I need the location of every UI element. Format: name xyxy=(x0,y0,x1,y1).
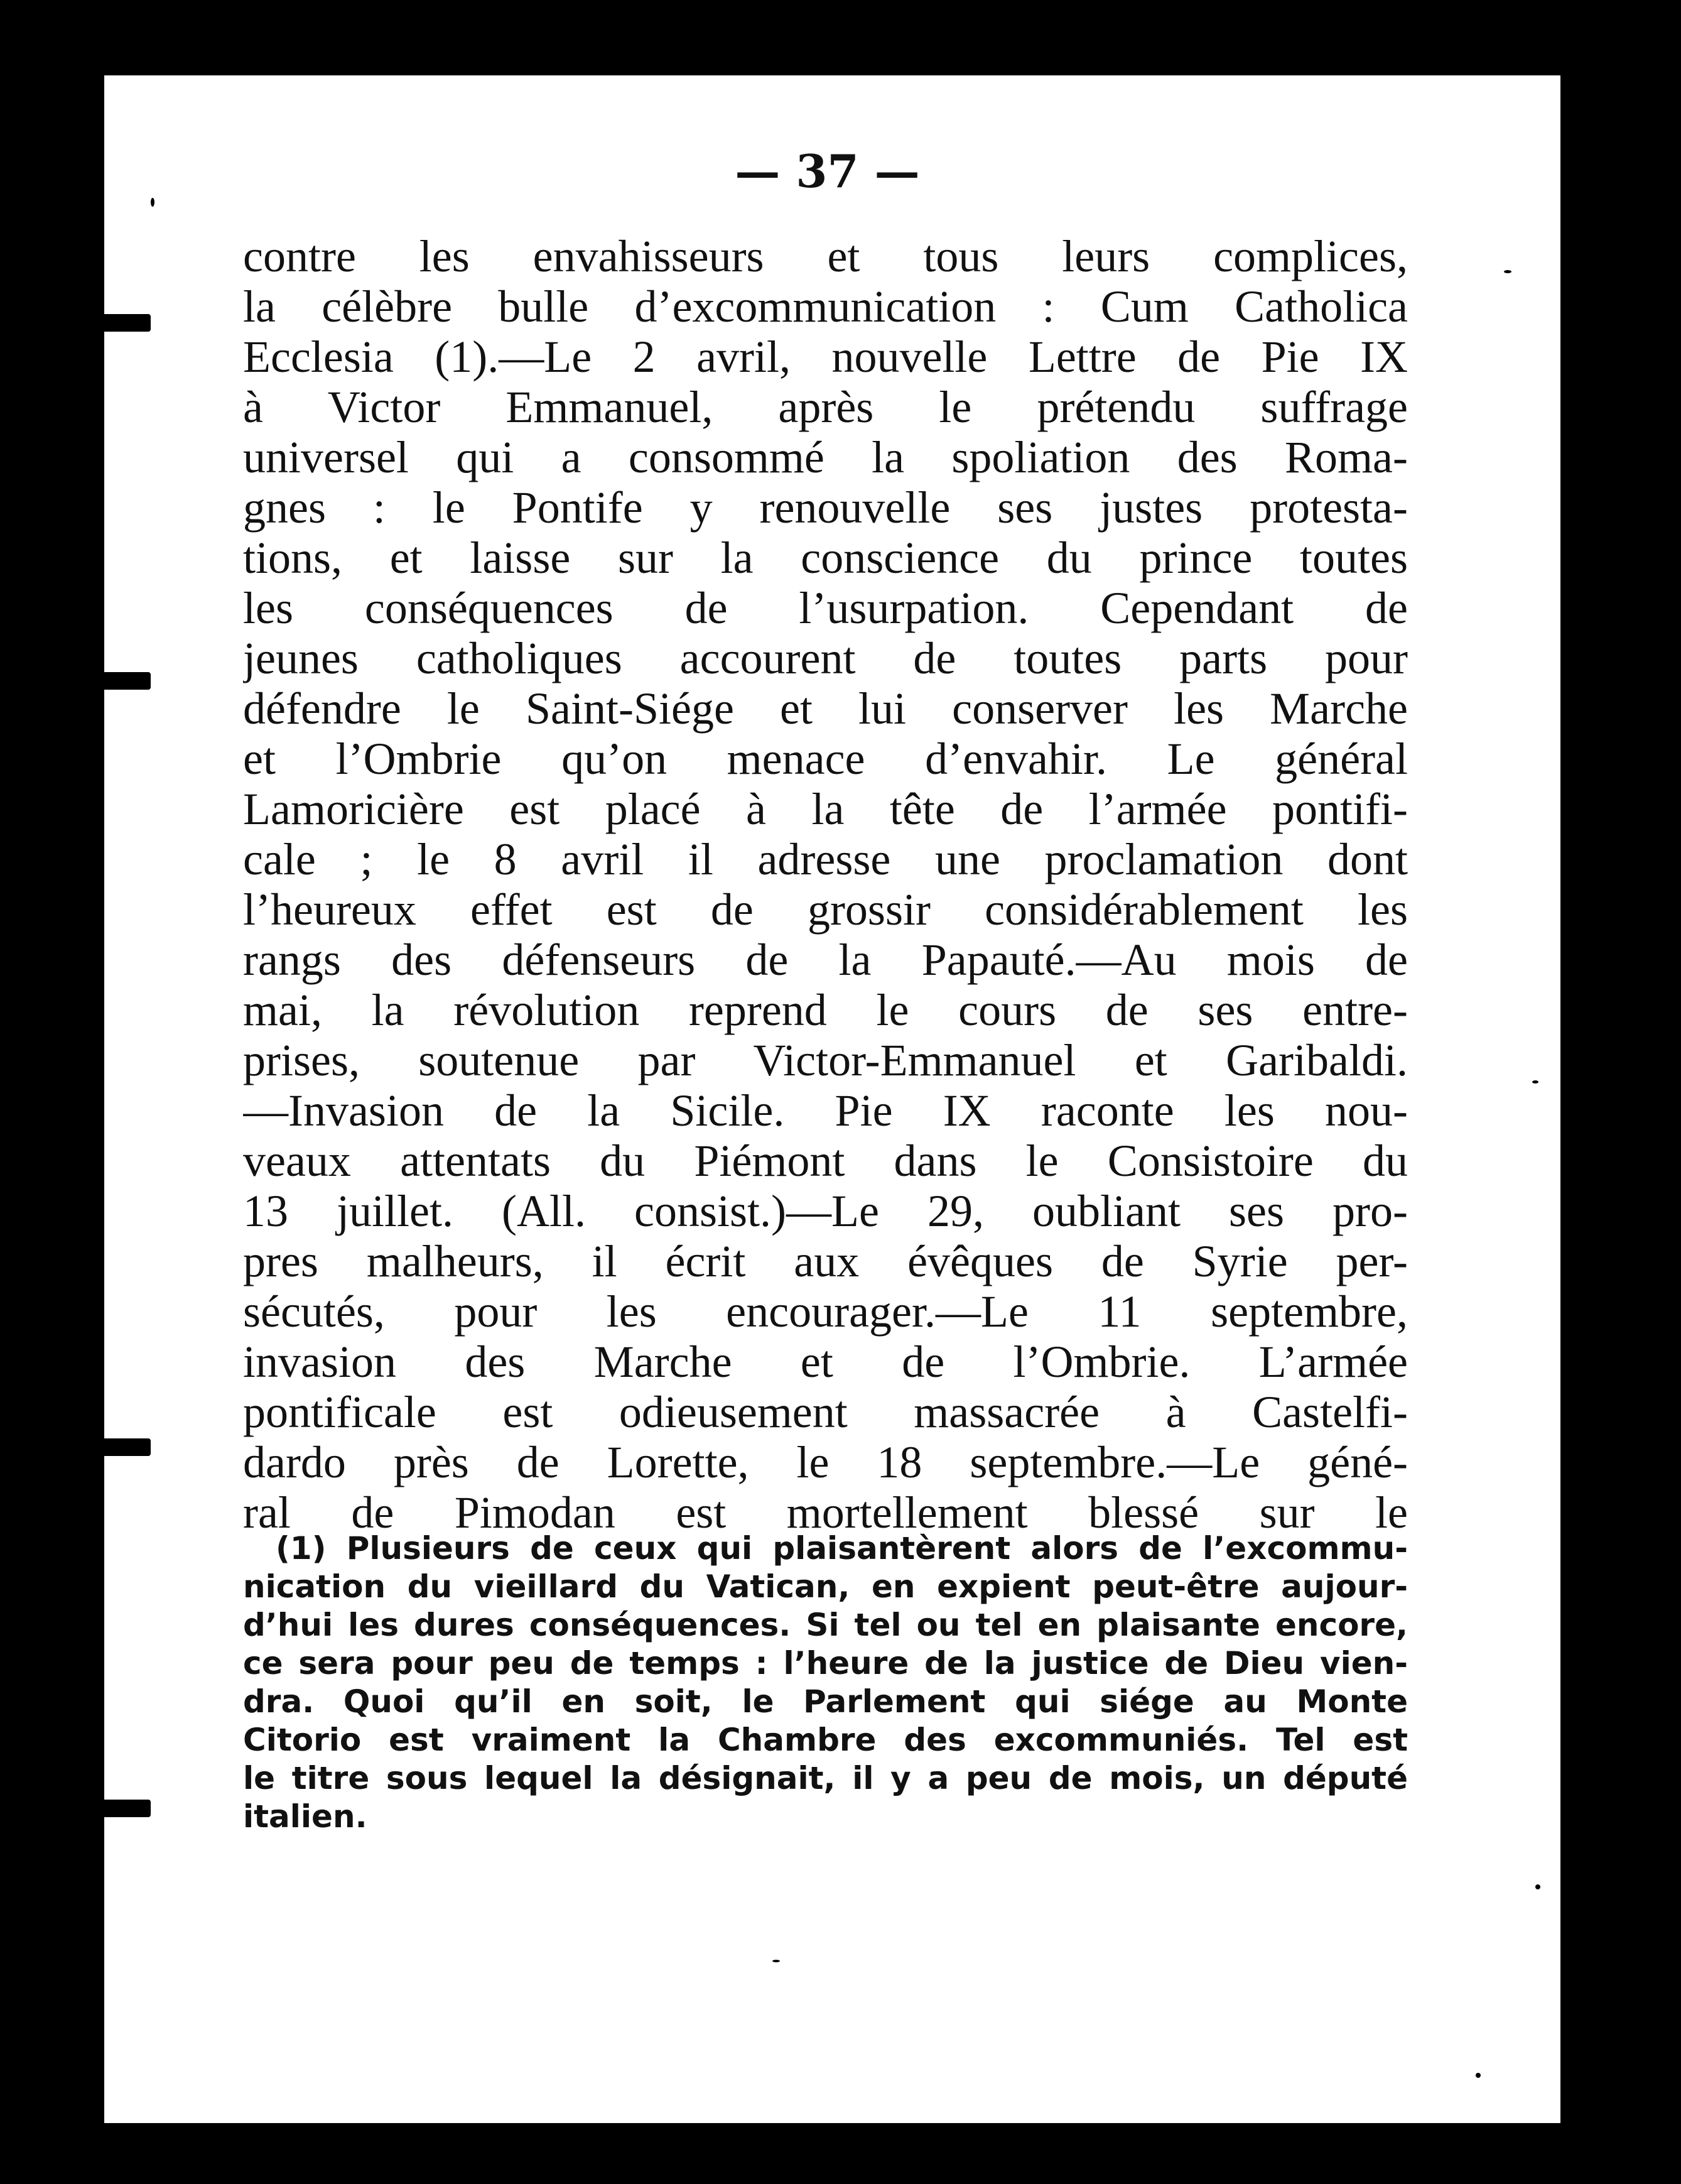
body-line: Lamoricière est placé à la tête de l’armée pontifi- xyxy=(243,784,1408,834)
body-line: prises, soutenue par Victor-Emmanuel et Garibaldi. xyxy=(243,1035,1408,1085)
footnote-line: le titre sous lequel la désignait, il y a peu de mois, un député xyxy=(243,1760,1408,1796)
body-line: sécutés, pour les encourager.—Le 11 septembre, xyxy=(243,1286,1408,1337)
body-line: la célèbre bulle d’excommunication : Cum Catholica xyxy=(243,281,1408,332)
body-line: invasion des Marche et de l’Ombrie. L’armée xyxy=(243,1337,1408,1387)
body-line: jeunes catholiques accourent de toutes parts pour xyxy=(243,633,1408,683)
print-speck xyxy=(151,198,154,207)
body-line: contre les envahisseurs et tous leurs complices, xyxy=(243,231,1408,281)
body-line: défendre le Saint-Siége et lui conserver les Marche xyxy=(243,683,1408,734)
body-line: Ecclesia (1).—Le 2 avril, nouvelle Lettre de Pie IX xyxy=(243,332,1408,382)
page-number: — 37 — xyxy=(735,144,920,198)
body-line: à Victor Emmanuel, après le prétendu suffrage xyxy=(243,382,1408,432)
body-line: pres malheurs, il écrit aux évêques de Syrie per- xyxy=(243,1236,1408,1286)
footnote-line: dra. Quoi qu’il en soit, le Parlement qui siége au Monte xyxy=(243,1683,1408,1720)
body-line: et l’Ombrie qu’on menace d’envahir. Le général xyxy=(243,734,1408,784)
body-line: pontificale est odieusement massacrée à Castelfi- xyxy=(243,1387,1408,1437)
body-line: veaux attentats du Piémont dans le Consistoire du xyxy=(243,1136,1408,1186)
body-line: cale ; le 8 avril il adresse une proclamation dont xyxy=(243,834,1408,884)
print-speck xyxy=(1532,1080,1538,1084)
body-line: tions, et laisse sur la conscience du prince toutes xyxy=(243,533,1408,583)
body-line: rangs des défenseurs de la Papauté.—Au mois de xyxy=(243,935,1408,985)
footnote-line: Citorio est vraiment la Chambre des excommuniés. Tel est xyxy=(243,1722,1408,1758)
binding-stitch xyxy=(57,1438,151,1456)
binding-stitch xyxy=(57,1800,151,1817)
footnote-line: ce sera pour peu de temps : l’heure de la justice de Dieu vien- xyxy=(243,1645,1408,1681)
footnote-line: (1) Plusieurs de ceux qui plaisantèrent alors de l’excommu- xyxy=(276,1530,1408,1567)
footnote xyxy=(243,1529,1408,1836)
body-line: —Invasion de la Sicile. Pie IX raconte les nou- xyxy=(243,1085,1408,1136)
footnote-line: d’hui les dures conséquences. Si tel ou tel en plaisante encore, xyxy=(243,1607,1408,1643)
body-line: universel qui a consommé la spoliation des Roma- xyxy=(243,432,1408,482)
book-page xyxy=(94,75,1560,2123)
body-line: les conséquences de l’usurpation. Cependant de xyxy=(243,583,1408,633)
print-speck xyxy=(1476,2073,1481,2078)
print-speck xyxy=(1535,1884,1540,1889)
print-speck xyxy=(772,1960,780,1962)
body-line: dardo près de Lorette, le 18 septembre.—Le géné- xyxy=(243,1437,1408,1487)
body-line: mai, la révolution reprend le cours de ses entre- xyxy=(243,985,1408,1035)
footnote-line: nication du vieillard du Vatican, en expient peut-être aujour- xyxy=(243,1568,1408,1605)
print-speck xyxy=(1504,270,1511,273)
binding-stitch xyxy=(57,314,151,332)
body-text xyxy=(243,231,1408,1538)
binding-stitch xyxy=(57,672,151,690)
body-line: gnes : le Pontife y renouvelle ses justes protesta- xyxy=(243,482,1408,533)
body-line: ral de Pimodan est mortellement blessé sur le xyxy=(243,1487,1408,1538)
footnote-line: italien. xyxy=(243,1798,367,1835)
body-line: 13 juillet. (All. consist.)—Le 29, oubliant ses pro- xyxy=(243,1186,1408,1236)
body-line: l’heureux effet est de grossir considérablement les xyxy=(243,884,1408,935)
